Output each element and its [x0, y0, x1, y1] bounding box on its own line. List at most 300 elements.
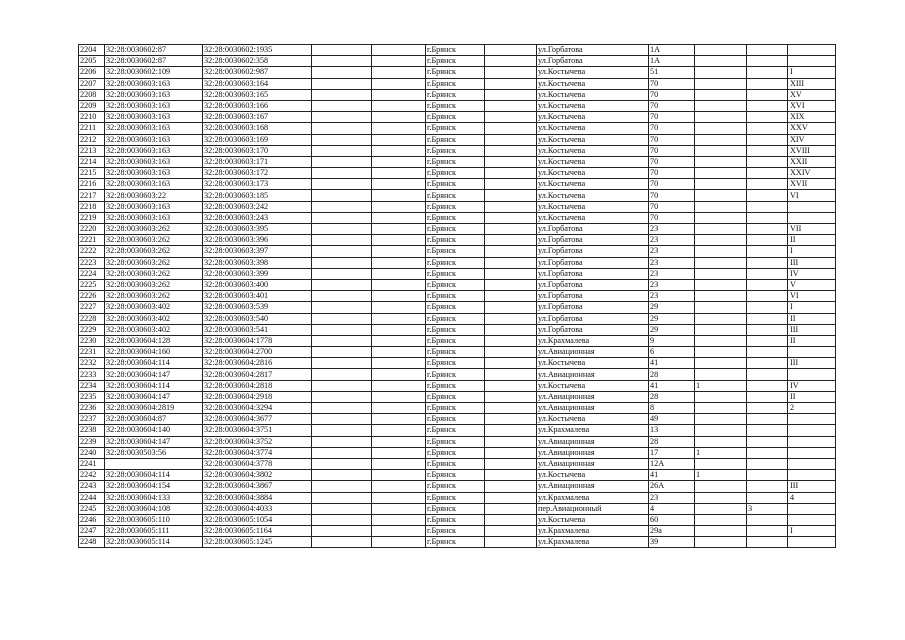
structure-number-cell — [747, 514, 788, 525]
row-number-cell: 2210 — [79, 112, 105, 123]
city-cell: г.Брянск — [426, 156, 485, 167]
house-number-cell: 70 — [649, 123, 695, 134]
street-cell: ул.Костычева — [537, 134, 649, 145]
apartment-number-cell — [788, 347, 836, 358]
cadastral-number-cell: 32:28:0030603:167 — [203, 112, 312, 123]
cell-col-4-cell — [312, 302, 372, 313]
table-row — [79, 347, 836, 358]
structure-number-cell — [747, 537, 788, 548]
parent-cadastral-number-cell: 32:28:0030603:163 — [105, 212, 203, 223]
row-number-cell: 2220 — [79, 224, 105, 235]
cell-col-5-cell — [372, 470, 426, 481]
cell-col-5-cell — [372, 235, 426, 246]
cell-col-7-cell — [485, 112, 537, 123]
street-cell: ул.Костычева — [537, 414, 649, 425]
cell-col-5-cell — [372, 89, 426, 100]
street-cell: ул.Костычева — [537, 179, 649, 190]
row-number-cell: 2207 — [79, 78, 105, 89]
street-cell: ул.Авиационная — [537, 403, 649, 414]
parent-cadastral-number-cell: 32:28:0030603:163 — [105, 201, 203, 212]
apartment-number-cell: XVII — [788, 179, 836, 190]
table-row — [79, 201, 836, 212]
cell-col-4-cell — [312, 179, 372, 190]
apartment-number-cell: VI — [788, 190, 836, 201]
cadastral-number-cell: 32:28:0030603:242 — [203, 201, 312, 212]
table-row — [79, 89, 836, 100]
cell-col-7-cell — [485, 436, 537, 447]
street-cell: ул.Костычева — [537, 123, 649, 134]
structure-number-cell — [747, 257, 788, 268]
structure-number-cell — [747, 67, 788, 78]
city-cell: г.Брянск — [426, 134, 485, 145]
building-number-cell — [695, 190, 747, 201]
street-cell: ул.Горбатова — [537, 246, 649, 257]
cell-col-4-cell — [312, 291, 372, 302]
city-cell: г.Брянск — [426, 67, 485, 78]
cell-col-4-cell — [312, 224, 372, 235]
apartment-number-cell — [788, 514, 836, 525]
cell-col-4-cell — [312, 123, 372, 134]
street-cell: ул.Горбатова — [537, 56, 649, 67]
cell-col-4-cell — [312, 481, 372, 492]
cadastral-number-cell: 32:28:0030603:168 — [203, 123, 312, 134]
cell-col-4-cell — [312, 369, 372, 380]
parent-cadastral-number-cell: 32:28:0030605:111 — [105, 526, 203, 537]
street-cell: ул.Горбатова — [537, 257, 649, 268]
cell-col-5-cell — [372, 45, 426, 56]
cell-col-5-cell — [372, 291, 426, 302]
table-row — [79, 380, 836, 391]
street-cell: ул.Костычева — [537, 358, 649, 369]
parent-cadastral-number-cell: 32:28:0030603:163 — [105, 179, 203, 190]
city-cell: г.Брянск — [426, 481, 485, 492]
cell-col-5-cell — [372, 112, 426, 123]
row-number-cell: 2240 — [79, 447, 105, 458]
street-cell: ул.Крахмалева — [537, 425, 649, 436]
street-cell: ул.Костычева — [537, 78, 649, 89]
street-cell: ул.Костычева — [537, 89, 649, 100]
building-number-cell: 1 — [695, 447, 747, 458]
cell-col-5-cell — [372, 156, 426, 167]
city-cell: г.Брянск — [426, 347, 485, 358]
parent-cadastral-number-cell: 32:28:0030604:128 — [105, 335, 203, 346]
parent-cadastral-number-cell: 32:28:0030605:110 — [105, 514, 203, 525]
row-number-cell: 2211 — [79, 123, 105, 134]
house-number-cell: 8 — [649, 403, 695, 414]
cell-col-5-cell — [372, 224, 426, 235]
building-number-cell — [695, 313, 747, 324]
cell-col-7-cell — [485, 67, 537, 78]
street-cell: ул.Костычева — [537, 212, 649, 223]
cell-col-5-cell — [372, 212, 426, 223]
cadastral-number-cell: 32:28:0030603:400 — [203, 279, 312, 290]
structure-number-cell — [747, 246, 788, 257]
city-cell: г.Брянск — [426, 414, 485, 425]
street-cell: ул.Горбатова — [537, 235, 649, 246]
cell-col-4-cell — [312, 436, 372, 447]
parent-cadastral-number-cell: 32:28:0030603:402 — [105, 324, 203, 335]
apartment-number-cell — [788, 212, 836, 223]
cadastral-number-cell: 32:28:0030604:3774 — [203, 447, 312, 458]
table-row — [79, 56, 836, 67]
cell-col-5-cell — [372, 67, 426, 78]
structure-number-cell — [747, 380, 788, 391]
structure-number-cell — [747, 324, 788, 335]
table-row — [79, 503, 836, 514]
row-number-cell: 2246 — [79, 514, 105, 525]
street-cell: ул.Горбатова — [537, 224, 649, 235]
table-row — [79, 514, 836, 525]
cell-col-5-cell — [372, 56, 426, 67]
structure-number-cell — [747, 190, 788, 201]
cell-col-4-cell — [312, 112, 372, 123]
cell-col-4-cell — [312, 89, 372, 100]
cell-col-4-cell — [312, 156, 372, 167]
city-cell: г.Брянск — [426, 145, 485, 156]
house-number-cell: 23 — [649, 291, 695, 302]
cell-col-5-cell — [372, 514, 426, 525]
building-number-cell — [695, 45, 747, 56]
cell-col-7-cell — [485, 134, 537, 145]
house-number-cell: 41 — [649, 470, 695, 481]
house-number-cell: 28 — [649, 436, 695, 447]
city-cell: г.Брянск — [426, 201, 485, 212]
apartment-number-cell: XXV — [788, 123, 836, 134]
cell-col-4-cell — [312, 458, 372, 469]
row-number-cell: 2248 — [79, 537, 105, 548]
house-number-cell: 60 — [649, 514, 695, 525]
row-number-cell: 2235 — [79, 391, 105, 402]
apartment-number-cell — [788, 369, 836, 380]
cadastral-number-cell: 32:28:0030605:1054 — [203, 514, 312, 525]
cell-col-7-cell — [485, 145, 537, 156]
city-cell: г.Брянск — [426, 268, 485, 279]
cell-col-7-cell — [485, 56, 537, 67]
row-number-cell: 2215 — [79, 168, 105, 179]
cadastral-number-cell: 32:28:0030604:3867 — [203, 481, 312, 492]
house-number-cell: 17 — [649, 447, 695, 458]
cadastral-register-table — [78, 44, 836, 548]
street-cell: ул.Авиационная — [537, 369, 649, 380]
apartment-number-cell: I — [788, 246, 836, 257]
house-number-cell: 70 — [649, 89, 695, 100]
cell-col-5-cell — [372, 324, 426, 335]
apartment-number-cell: XIV — [788, 134, 836, 145]
house-number-cell: 41 — [649, 380, 695, 391]
cell-col-7-cell — [485, 179, 537, 190]
street-cell: ул.Крахмалева — [537, 537, 649, 548]
building-number-cell — [695, 268, 747, 279]
cell-col-5-cell — [372, 414, 426, 425]
cadastral-number-cell: 32:28:0030605:1164 — [203, 526, 312, 537]
apartment-number-cell — [788, 201, 836, 212]
parent-cadastral-number-cell: 32:28:0030603:262 — [105, 224, 203, 235]
cadastral-number-cell: 32:28:0030604:4033 — [203, 503, 312, 514]
cell-col-4-cell — [312, 168, 372, 179]
cell-col-5-cell — [372, 246, 426, 257]
cell-col-5-cell — [372, 78, 426, 89]
street-cell: ул.Горбатова — [537, 279, 649, 290]
cadastral-number-cell: 32:28:0030603:398 — [203, 257, 312, 268]
house-number-cell: 9 — [649, 335, 695, 346]
house-number-cell: 70 — [649, 145, 695, 156]
cell-col-7-cell — [485, 403, 537, 414]
table-row — [79, 403, 836, 414]
street-cell: ул.Авиационная — [537, 436, 649, 447]
cell-col-5-cell — [372, 201, 426, 212]
city-cell: г.Брянск — [426, 100, 485, 111]
cell-col-7-cell — [485, 100, 537, 111]
cell-col-7-cell — [485, 313, 537, 324]
row-number-cell: 2219 — [79, 212, 105, 223]
cell-col-7-cell — [485, 414, 537, 425]
cell-col-5-cell — [372, 425, 426, 436]
table-row — [79, 235, 836, 246]
street-cell: ул.Горбатова — [537, 291, 649, 302]
structure-number-cell — [747, 279, 788, 290]
parent-cadastral-number-cell: 32:28:0030604:147 — [105, 391, 203, 402]
street-cell: ул.Костычева — [537, 67, 649, 78]
cell-col-5-cell — [372, 369, 426, 380]
cadastral-number-cell: 32:28:0030603:165 — [203, 89, 312, 100]
cell-col-7-cell — [485, 391, 537, 402]
apartment-number-cell: II — [788, 335, 836, 346]
cell-col-7-cell — [485, 168, 537, 179]
cadastral-number-cell: 32:28:0030604:1778 — [203, 335, 312, 346]
house-number-cell: 29 — [649, 313, 695, 324]
city-cell: г.Брянск — [426, 403, 485, 414]
parent-cadastral-number-cell: 32:28:0030603:163 — [105, 78, 203, 89]
house-number-cell: 6 — [649, 347, 695, 358]
building-number-cell — [695, 403, 747, 414]
street-cell: ул.Костычева — [537, 380, 649, 391]
city-cell: г.Брянск — [426, 391, 485, 402]
apartment-number-cell: VII — [788, 224, 836, 235]
row-number-cell: 2244 — [79, 492, 105, 503]
table-row — [79, 537, 836, 548]
cell-col-4-cell — [312, 45, 372, 56]
cell-col-7-cell — [485, 335, 537, 346]
building-number-cell — [695, 224, 747, 235]
structure-number-cell — [747, 134, 788, 145]
cell-col-4-cell — [312, 492, 372, 503]
cadastral-number-cell: 32:28:0030604:3778 — [203, 458, 312, 469]
row-number-cell: 2217 — [79, 190, 105, 201]
street-cell: ул.Костычева — [537, 145, 649, 156]
cadastral-number-cell: 32:28:0030603:539 — [203, 302, 312, 313]
building-number-cell — [695, 358, 747, 369]
apartment-number-cell — [788, 45, 836, 56]
building-number-cell — [695, 123, 747, 134]
table-row — [79, 78, 836, 89]
table-row — [79, 447, 836, 458]
house-number-cell: 70 — [649, 201, 695, 212]
row-number-cell: 2216 — [79, 179, 105, 190]
parent-cadastral-number-cell: 32:28:0030603:163 — [105, 145, 203, 156]
parent-cadastral-number-cell — [105, 458, 203, 469]
table-row — [79, 134, 836, 145]
city-cell: г.Брянск — [426, 279, 485, 290]
cell-col-5-cell — [372, 391, 426, 402]
cadastral-number-cell: 32:28:0030603:166 — [203, 100, 312, 111]
row-number-cell: 2208 — [79, 89, 105, 100]
structure-number-cell — [747, 425, 788, 436]
table-row — [79, 168, 836, 179]
building-number-cell — [695, 78, 747, 89]
cell-col-4-cell — [312, 391, 372, 402]
house-number-cell: 13 — [649, 425, 695, 436]
table-body — [79, 45, 836, 548]
house-number-cell: 23 — [649, 279, 695, 290]
city-cell: г.Брянск — [426, 224, 485, 235]
house-number-cell: 39 — [649, 537, 695, 548]
building-number-cell — [695, 481, 747, 492]
cadastral-number-cell: 32:28:0030602:987 — [203, 67, 312, 78]
cell-col-7-cell — [485, 235, 537, 246]
street-cell: ул.Крахмалева — [537, 335, 649, 346]
table-row — [79, 470, 836, 481]
house-number-cell: 28 — [649, 369, 695, 380]
structure-number-cell — [747, 224, 788, 235]
table-row — [79, 279, 836, 290]
parent-cadastral-number-cell: 32:28:0030603:163 — [105, 112, 203, 123]
cell-col-4-cell — [312, 514, 372, 525]
building-number-cell: 1 — [695, 470, 747, 481]
structure-number-cell — [747, 414, 788, 425]
cell-col-7-cell — [485, 324, 537, 335]
parent-cadastral-number-cell: 32:28:0030604:87 — [105, 414, 203, 425]
row-number-cell: 2204 — [79, 45, 105, 56]
street-cell: ул.Горбатова — [537, 302, 649, 313]
building-number-cell — [695, 257, 747, 268]
structure-number-cell — [747, 78, 788, 89]
apartment-number-cell: II — [788, 391, 836, 402]
cell-col-7-cell — [485, 369, 537, 380]
table-row — [79, 425, 836, 436]
cell-col-5-cell — [372, 492, 426, 503]
street-cell: ул.Авиационная — [537, 458, 649, 469]
parent-cadastral-number-cell: 32:28:0030604:108 — [105, 503, 203, 514]
apartment-number-cell: IV — [788, 268, 836, 279]
cell-col-4-cell — [312, 403, 372, 414]
row-number-cell: 2213 — [79, 145, 105, 156]
cell-col-5-cell — [372, 358, 426, 369]
apartment-number-cell: XIII — [788, 78, 836, 89]
house-number-cell: 23 — [649, 246, 695, 257]
building-number-cell — [695, 436, 747, 447]
parent-cadastral-number-cell: 32:28:0030603:262 — [105, 257, 203, 268]
parent-cadastral-number-cell: 32:28:0030603:163 — [105, 134, 203, 145]
street-cell: ул.Костычева — [537, 100, 649, 111]
cadastral-number-cell: 32:28:0030603:173 — [203, 179, 312, 190]
city-cell: г.Брянск — [426, 514, 485, 525]
house-number-cell: 70 — [649, 168, 695, 179]
cadastral-number-cell: 32:28:0030604:2918 — [203, 391, 312, 402]
cell-col-5-cell — [372, 447, 426, 458]
parent-cadastral-number-cell: 32:28:0030604:147 — [105, 436, 203, 447]
city-cell: г.Брянск — [426, 168, 485, 179]
structure-number-cell — [747, 470, 788, 481]
apartment-number-cell: I — [788, 67, 836, 78]
cell-col-7-cell — [485, 45, 537, 56]
table-row — [79, 492, 836, 503]
row-number-cell: 2238 — [79, 425, 105, 436]
cell-col-7-cell — [485, 425, 537, 436]
cell-col-7-cell — [485, 302, 537, 313]
cell-col-4-cell — [312, 246, 372, 257]
row-number-cell: 2232 — [79, 358, 105, 369]
house-number-cell: 1А — [649, 45, 695, 56]
cell-col-4-cell — [312, 414, 372, 425]
parent-cadastral-number-cell: 32:28:0030603:163 — [105, 156, 203, 167]
building-number-cell — [695, 89, 747, 100]
cell-col-5-cell — [372, 313, 426, 324]
apartment-number-cell: XXII — [788, 156, 836, 167]
cell-col-5-cell — [372, 526, 426, 537]
cadastral-number-cell: 32:28:0030603:171 — [203, 156, 312, 167]
structure-number-cell — [747, 458, 788, 469]
cell-col-7-cell — [485, 190, 537, 201]
building-number-cell — [695, 279, 747, 290]
parent-cadastral-number-cell: 32:28:0030604:140 — [105, 425, 203, 436]
parent-cadastral-number-cell: 32:28:0030603:262 — [105, 291, 203, 302]
city-cell: г.Брянск — [426, 369, 485, 380]
parent-cadastral-number-cell: 32:28:0030603:262 — [105, 235, 203, 246]
cadastral-number-cell: 32:28:0030603:396 — [203, 235, 312, 246]
building-number-cell — [695, 458, 747, 469]
house-number-cell: 41 — [649, 358, 695, 369]
street-cell: ул.Горбатова — [537, 324, 649, 335]
structure-number-cell — [747, 403, 788, 414]
house-number-cell: 29а — [649, 526, 695, 537]
table-row — [79, 100, 836, 111]
row-number-cell: 2226 — [79, 291, 105, 302]
parent-cadastral-number-cell: 32:28:0030602:87 — [105, 56, 203, 67]
building-number-cell — [695, 369, 747, 380]
cell-col-7-cell — [485, 224, 537, 235]
street-cell: ул.Крахмалева — [537, 526, 649, 537]
cell-col-5-cell — [372, 403, 426, 414]
table-row — [79, 145, 836, 156]
table-row — [79, 526, 836, 537]
building-number-cell — [695, 526, 747, 537]
structure-number-cell — [747, 123, 788, 134]
cell-col-7-cell — [485, 503, 537, 514]
cadastral-number-cell: 32:28:0030604:2818 — [203, 380, 312, 391]
cell-col-4-cell — [312, 145, 372, 156]
cell-col-5-cell — [372, 347, 426, 358]
row-number-cell: 2239 — [79, 436, 105, 447]
table-row — [79, 324, 836, 335]
row-number-cell: 2245 — [79, 503, 105, 514]
cell-col-4-cell — [312, 134, 372, 145]
city-cell: г.Брянск — [426, 492, 485, 503]
apartment-number-cell — [788, 425, 836, 436]
cadastral-number-cell: 32:28:0030603:541 — [203, 324, 312, 335]
building-number-cell — [695, 156, 747, 167]
cadastral-number-cell: 32:28:0030603:170 — [203, 145, 312, 156]
building-number-cell — [695, 391, 747, 402]
city-cell: г.Брянск — [426, 302, 485, 313]
house-number-cell: 28 — [649, 391, 695, 402]
building-number-cell — [695, 56, 747, 67]
apartment-number-cell — [788, 470, 836, 481]
cell-col-4-cell — [312, 279, 372, 290]
cadastral-number-cell: 32:28:0030604:3751 — [203, 425, 312, 436]
row-number-cell: 2247 — [79, 526, 105, 537]
apartment-number-cell: VI — [788, 291, 836, 302]
row-number-cell: 2242 — [79, 470, 105, 481]
